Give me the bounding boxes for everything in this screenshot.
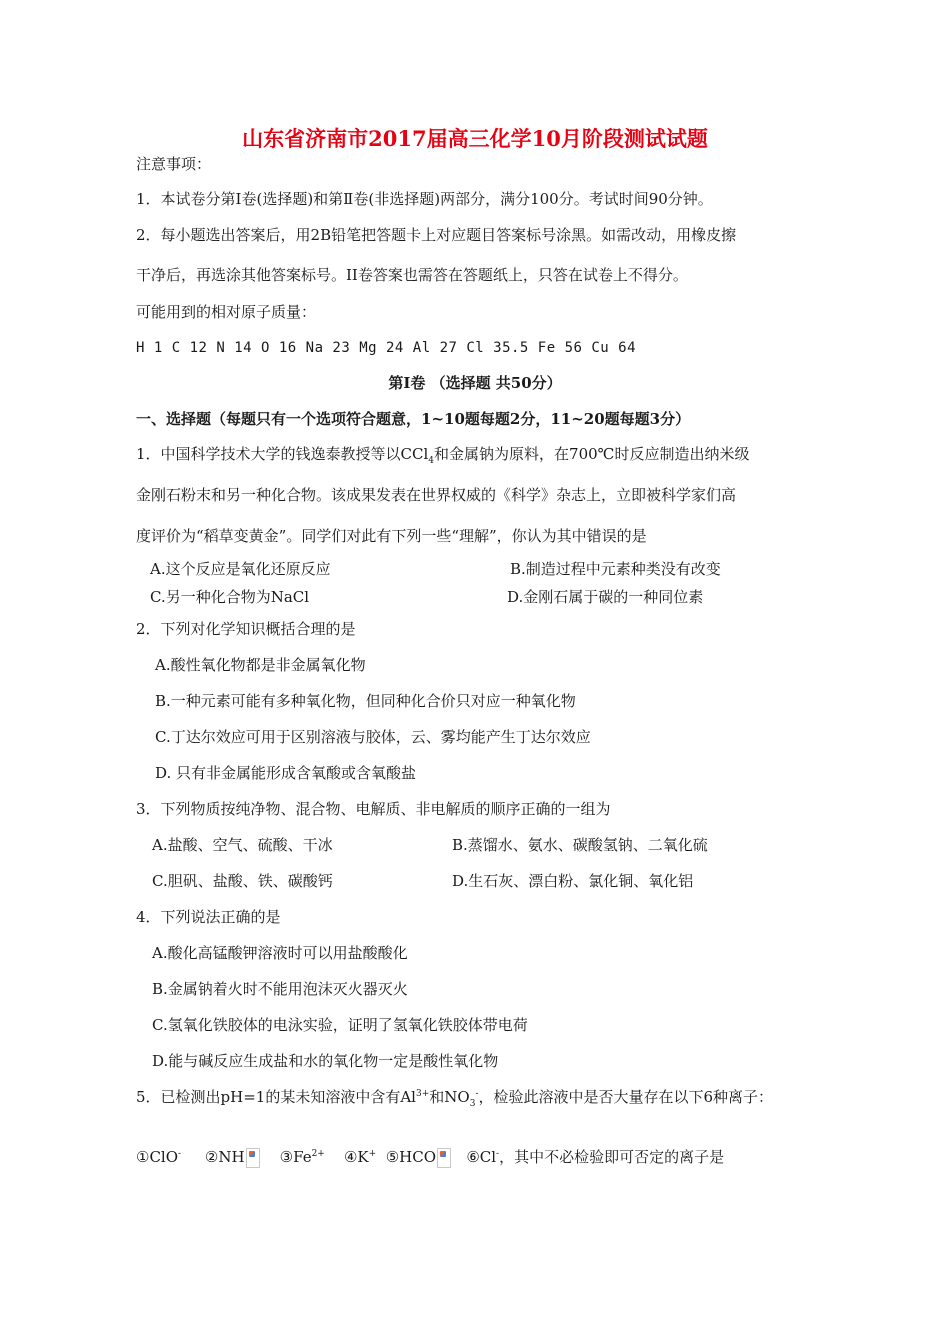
question-1-option-a: A.这个反应是氧化还原反应 [150,560,331,578]
question-1-option-b: B.制造过程中元素种类没有改变 [510,560,721,578]
broken-image-icon [246,1148,260,1168]
question-1-option-d: D.金刚石属于碳的一种同位素 [507,588,704,606]
question-4-option-a: A.酸化高锰酸钾溶液时可以用盐酸酸化 [152,944,408,962]
ion-hco3: ⑤HCO [386,1148,452,1166]
ion-nh4: ②NH [205,1148,261,1166]
atomic-mass-heading: 可能用到的相对原子质量： [136,303,317,321]
atomic-mass-list: H 1 C 12 N 14 O 16 Na 23 Mg 24 Al 27 Cl 35.5 Fe 56 Cu 64 [136,340,637,356]
question-4-stem: 4．下列说法正确的是 [136,908,281,926]
question-5-ion-list [136,1147,724,1168]
question-3-option-d: D.生石灰、漂白粉、氯化铜、氧化铝 [452,872,694,890]
question-2-option-c: C.丁达尔效应可用于区别溶液与胶体，云、雾均能产生丁达尔效应 [155,728,591,746]
question-3-option-c: C.胆矾、盐酸、铁、碳酸钙 [152,872,333,890]
question-2-option-b: B.一种元素可能有多种氧化物，但同种化合价只对应一种氧化物 [155,692,576,710]
notice-item-2-line-2: 干净后，再选涂其他答案标号。II卷答案也需答在答题纸上，只答在试卷上不得分。 [136,266,688,284]
question-5-tail: ，其中不必检验即可否定的离子是 [499,1148,725,1166]
question-2-stem: 2．下列对化学知识概括合理的是 [136,620,356,638]
question-1-line-2: 金刚石粉末和另一种化合物。该成果发表在世界权威的《科学》杂志上，立即被科学家们高 [136,486,737,504]
question-4-option-d: D.能与碱反应生成盐和水的氧化物一定是酸性氧化物 [152,1052,499,1070]
notice-item-1: 1．本试卷分第Ⅰ卷(选择题)和第Ⅱ卷(非选择题)两部分，满分100分。考试时间90分钟。 [136,190,713,208]
question-5-stem: 5．已检测出pH=1的某未知溶液中含有$Al^{3+}$和$NO_3^-$，检验此溶液中是否大量存在以下6种离子： [136,1088,774,1109]
section-1-heading: 一、选择题（每题只有一个选项符合题意，1~10题每题2分，11~20题每题3分） [136,410,691,428]
question-3-option-a: A.盐酸、空气、硫酸、干冰 [152,836,333,854]
notice-heading: 注意事项： [136,155,212,173]
question-1-option-c: C.另一种化合物为NaCl [150,588,310,606]
exam-title: 山东省济南市2017届高三化学10月阶段测试试题 [242,126,708,151]
question-3-stem: 3．下列物质按纯净物、混合物、电解质、非电解质的顺序正确的一组为 [136,800,611,818]
notice-item-2-line-1: 2．每小题选出答案后，用2B铅笔把答题卡上对应题目答案标号涂黑。如需改动，用橡皮擦 [136,226,737,244]
question-2-option-d: D. 只有非金属能形成含氧酸或含氧酸盐 [155,764,417,782]
question-3-option-b: B.蒸馏水、氨水、碳酸氢钠、二氧化硫 [452,836,708,854]
ion-cl: ⑥Cl- [466,1148,500,1166]
ion-fe: $③Fe^{2+}$ [279,1148,325,1166]
question-2-option-a: A.酸性氧化物都是非金属氧化物 [155,656,366,674]
question-4-option-c: C.氢氧化铁胶体的电泳实验，证明了氢氧化铁胶体带电荷 [152,1016,528,1034]
question-4-option-b: B.金属钠着火时不能用泡沫灭火器灭火 [152,980,408,998]
ion-k: ④K+ [343,1148,377,1166]
broken-image-icon [437,1148,451,1168]
part-1-heading: 第Ⅰ卷 （选择题 共50分） [388,374,562,392]
question-1-line-3: 度评价为“稻草变黄金”。同学们对此有下列一些“理解”，你认为其中错误的是 [136,527,647,545]
ion-clo: ①ClO- [136,1148,182,1166]
question-1-line-1: 1．中国科学技术大学的钱逸泰教授等以CCl$_4$和金属钠为原料，在700℃时反应制造出纳米级 [136,445,750,466]
